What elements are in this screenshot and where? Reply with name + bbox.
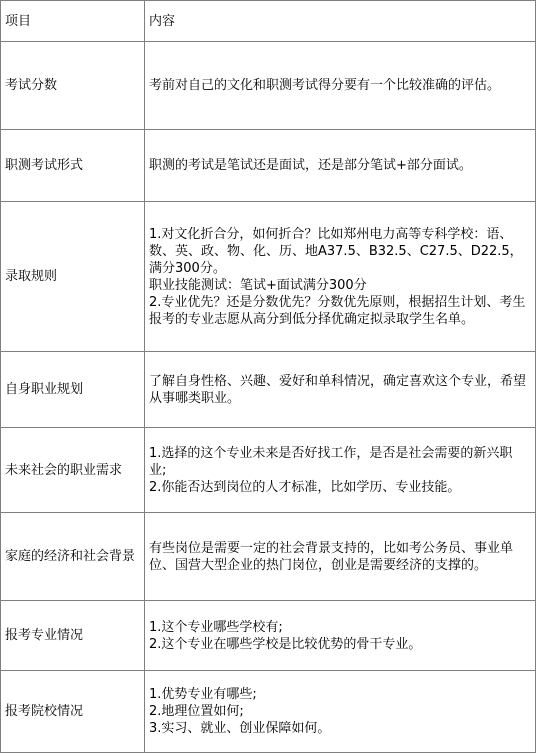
table-row xyxy=(1,202,536,352)
content-line: 1.选择的这个专业未来是否好找工作，是否是社会需要的新兴职业; xyxy=(149,445,513,478)
content-line: 2.地理位置如何; xyxy=(149,704,244,719)
content-line: 1.对文化折合分，如何折合？比如郑州电力高等专科学校：语、数、英、政、物、化、历、地A37.5、B32.5、C27.5、D22.5，满分300分。 xyxy=(149,226,523,276)
table-row xyxy=(1,601,536,671)
row-content xyxy=(145,130,536,202)
header-content: 内容 xyxy=(145,1,536,42)
content-line: 有些岗位是需要一定的社会背景支持的，比如考公务员、事业单位、国营大型企业的热门岗位，创业是需要经济的支撑的。 xyxy=(149,540,514,573)
row-item: 职测考试形式 xyxy=(1,130,145,202)
row-item: 报考专业情况 xyxy=(1,601,145,671)
row-content xyxy=(145,42,536,130)
content-line: 职业技能测试：笔试+面试满分300分 xyxy=(149,277,367,293)
row-item: 录取规则 xyxy=(1,202,145,352)
row-item: 未来社会的职业需求 xyxy=(1,428,145,513)
table-row xyxy=(1,42,536,130)
header-item: 项目 xyxy=(1,1,145,42)
row-content xyxy=(145,513,536,601)
content-line: 了解自身性格、兴趣、爱好和单科情况，确定喜欢这个专业，希望从事哪类职业。 xyxy=(149,373,527,406)
table-row xyxy=(1,352,536,428)
row-content xyxy=(145,352,536,428)
row-content xyxy=(145,428,536,513)
content-line: 3.实习、就业、创业保障如何。 xyxy=(149,721,331,736)
row-item: 报考院校情况 xyxy=(1,671,145,753)
table-header-row xyxy=(1,1,536,42)
content-line: 1.优势专业有哪些; xyxy=(149,687,257,702)
row-content xyxy=(145,202,536,352)
table-row xyxy=(1,513,536,601)
content-line: 1.这个专业哪些学校有; xyxy=(149,619,283,635)
row-content xyxy=(145,671,536,753)
row-item: 自身职业规划 xyxy=(1,352,145,428)
table-row xyxy=(1,428,536,513)
row-item: 家庭的经济和社会背景 xyxy=(1,513,145,601)
content-line: 2.这个专业在哪些学校是比较优势的骨干专业。 xyxy=(149,636,422,652)
content-line: 考前对自己的文化和职测考试得分要有一个比较准确的评估。 xyxy=(149,78,501,93)
row-item: 考试分数 xyxy=(1,42,145,130)
content-line: 2.你能否达到岗位的人才标准，比如学历、专业技能。 xyxy=(149,479,461,495)
table-row xyxy=(1,671,536,753)
content-line: 职测的考试是笔试还是面试，还是部分笔试+部分面试。 xyxy=(149,158,472,173)
table-row xyxy=(1,130,536,202)
content-line: 2.专业优先？还是分数优先？分数优先原则，根据招生计划、考生报考的专业志愿从高分到低分择优确定拟录取学生名单。 xyxy=(149,294,526,327)
row-content xyxy=(145,601,536,671)
